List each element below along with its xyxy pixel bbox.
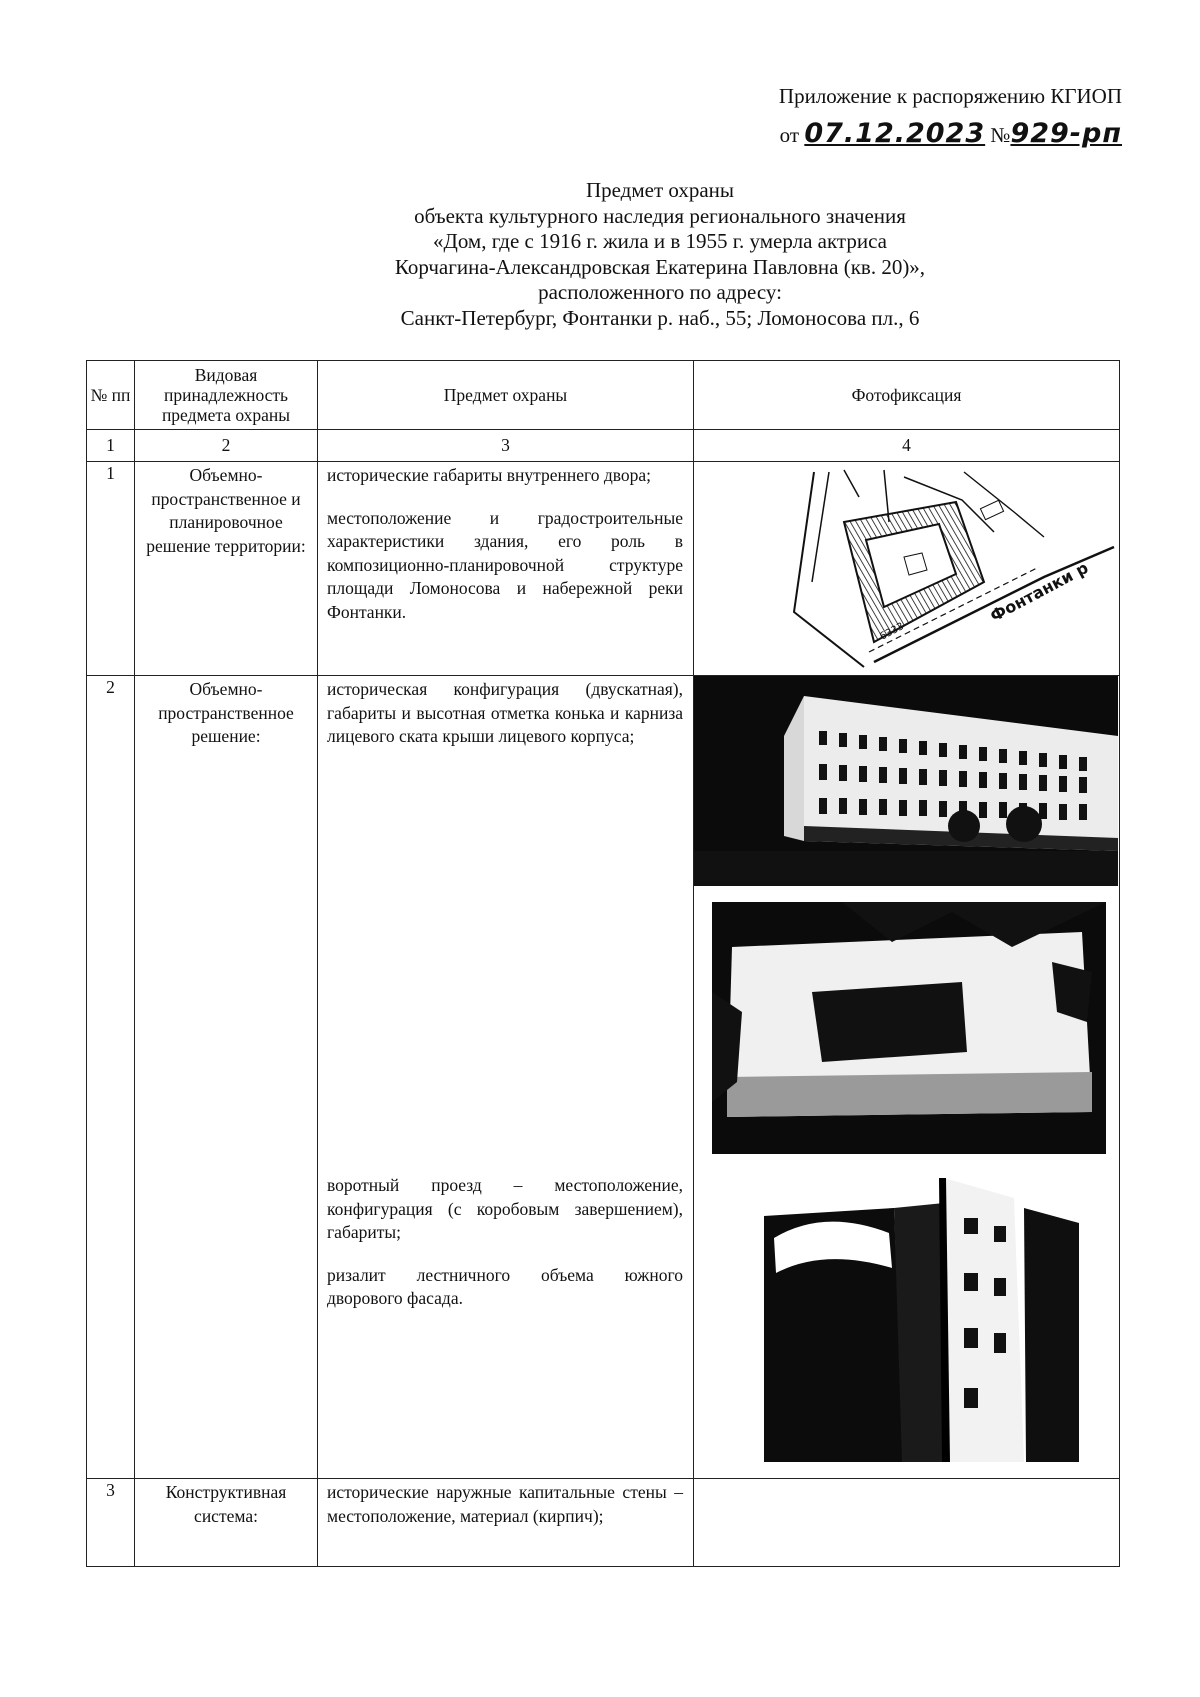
courtyard-photo xyxy=(712,902,1106,1154)
title-line: Санкт-Петербург, Фонтанки р. наб., 55; Ломоносова пл., 6 xyxy=(400,305,920,330)
table-row xyxy=(87,1479,1120,1567)
row-number: 3 xyxy=(87,1479,135,1567)
row-subject xyxy=(318,1479,694,1567)
subject-item: ризалит лестничного объема южного дворового фасада. xyxy=(327,1264,683,1308)
column-number-row xyxy=(87,430,1120,462)
subject-lower-group xyxy=(327,1174,683,1330)
row-number: 2 xyxy=(87,676,135,1479)
row-kind: Объемно-пространственное решение: xyxy=(135,676,318,1479)
document-title xyxy=(250,178,1070,331)
photo-cell xyxy=(694,676,1120,1479)
title-line: объекта культурного наследия регионального значения xyxy=(414,203,906,228)
title-line: расположенного по адресу: xyxy=(538,280,782,304)
title-line: «Дом, где с 1916 г. жила и в 1955 г. умерла актриса xyxy=(433,229,887,253)
col-num: 4 xyxy=(694,430,1120,462)
col-num: 2 xyxy=(135,430,318,462)
row-kind: Конструктивная система: xyxy=(135,1479,318,1567)
site-plan-image xyxy=(694,462,1118,672)
order-number: 929-рп xyxy=(1010,118,1122,149)
subject-item: историческая конфигурация (двускатная), габариты и высотная отметка конька и карниза лицевого ската крыши лицевого корпуса; xyxy=(327,679,683,746)
row-kind: Объемно-пространственное и планировочное решение территории: xyxy=(135,462,318,676)
row-number: 1 xyxy=(87,462,135,676)
protection-table xyxy=(86,360,1120,1567)
title-line: Корчагина-Александровская Екатерина Павловна (кв. 20)», xyxy=(394,254,926,279)
photo-cell xyxy=(694,1479,1120,1567)
appendix-heading: Приложение к распоряжению КГИОП xyxy=(778,84,1122,108)
facade-photo xyxy=(694,676,1118,886)
row-subject xyxy=(318,676,694,1479)
subject-item: местоположение и градостроительные характеристики здания, его роль в композиционно-планировочной структуре площади Ломоносова и набережной реки Фонтанки. xyxy=(327,507,683,622)
photo-cell xyxy=(694,462,1120,676)
col-num: 3 xyxy=(318,430,694,462)
table-header-row xyxy=(87,361,1120,430)
header-kind: Видовая принадлежность предмета охраны xyxy=(135,361,318,430)
gateway-photo xyxy=(764,1178,1079,1462)
title-line: Предмет охраны xyxy=(585,178,735,202)
subject-item: исторические габариты внутреннего двора; xyxy=(327,465,652,485)
row-subject xyxy=(318,462,694,676)
map-street-label: Фонтанки р xyxy=(986,557,1092,626)
table-row xyxy=(87,676,1120,1479)
header-number: № пп xyxy=(87,361,135,430)
header-photo: Фотофиксация xyxy=(694,361,1120,430)
order-reference xyxy=(780,118,1122,149)
col-num: 1 xyxy=(87,430,135,462)
table-row xyxy=(87,462,1120,676)
order-date: 07.12.2023 xyxy=(804,118,986,149)
from-prefix: от xyxy=(779,123,800,147)
number-prefix: № xyxy=(990,123,1011,147)
subject-item: воротный проезд – местоположение, конфигурация (с коробовым завершением), габариты; xyxy=(327,1175,683,1242)
header-subject: Предмет охраны xyxy=(318,361,694,430)
subject-item: исторические наружные капитальные стены – местоположение, материал (кирпич); xyxy=(327,1482,683,1526)
map-cadastral-label: 6333 xyxy=(878,620,906,643)
